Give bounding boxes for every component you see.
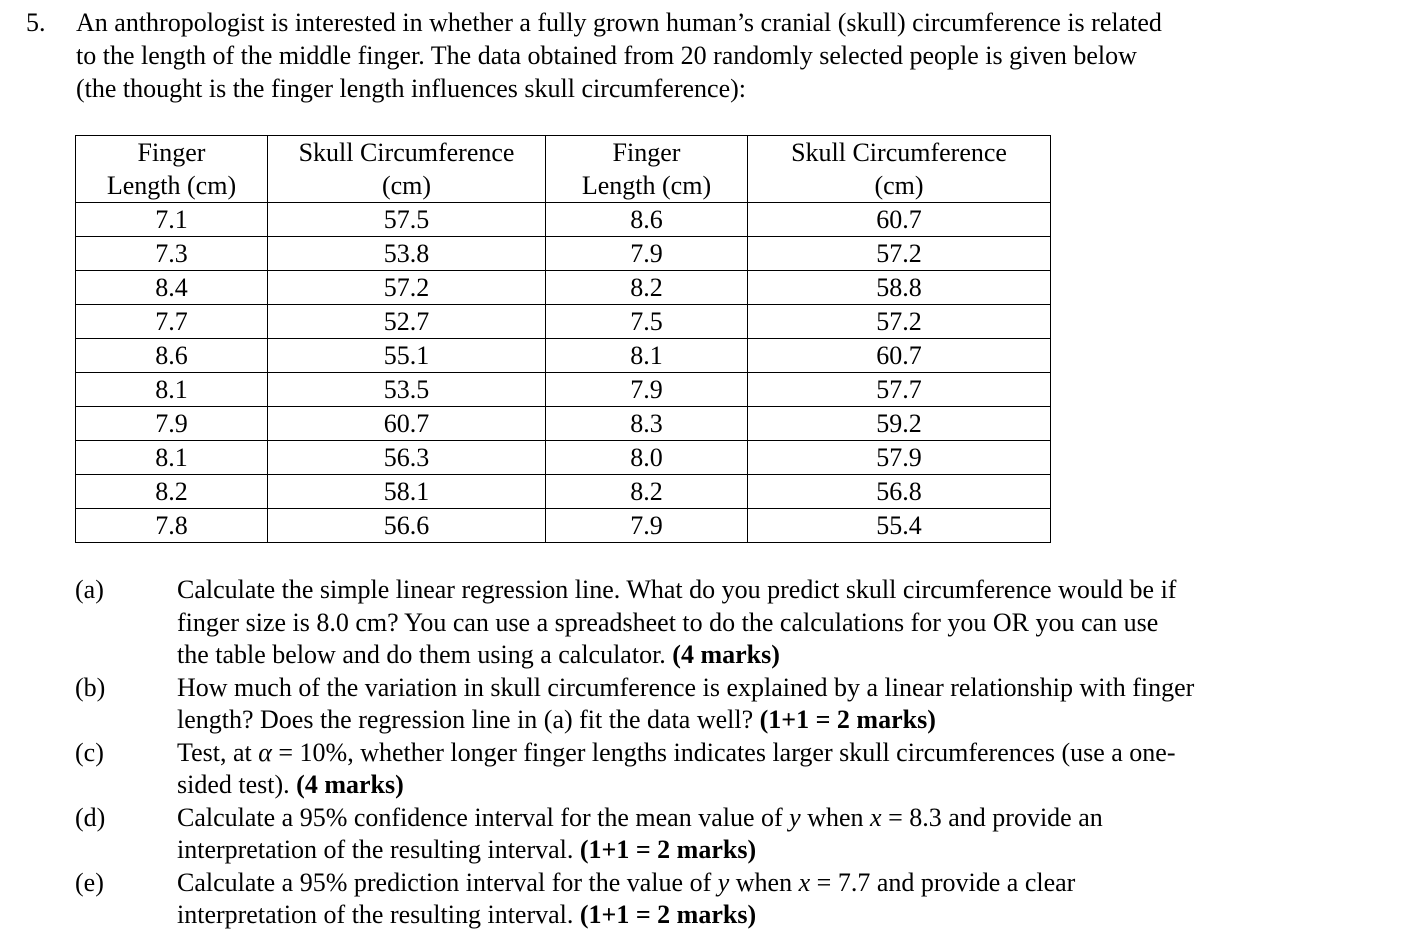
header-line: Length (cm) bbox=[581, 171, 712, 200]
table-row bbox=[76, 441, 1051, 475]
table-cell: 8.0 bbox=[546, 441, 748, 475]
table-cell: 8.2 bbox=[76, 475, 268, 509]
part-e bbox=[0, 867, 1406, 932]
table-cell: 8.4 bbox=[76, 271, 268, 305]
variable-x: x bbox=[870, 802, 882, 832]
part-c bbox=[0, 737, 1406, 802]
part-line bbox=[177, 867, 1392, 900]
table-cell: 53.5 bbox=[268, 373, 546, 407]
table-cell: 55.4 bbox=[748, 509, 1051, 543]
table-cell: 57.5 bbox=[268, 203, 546, 237]
table-cell: 57.9 bbox=[748, 441, 1051, 475]
part-line bbox=[177, 834, 1392, 867]
table-cell: 60.7 bbox=[268, 407, 546, 441]
table-row bbox=[76, 271, 1051, 305]
table-header-row bbox=[76, 136, 1051, 203]
variable-y: y bbox=[717, 867, 730, 897]
table-cell: 7.9 bbox=[546, 373, 748, 407]
header-finger-length-2 bbox=[546, 136, 748, 203]
part-line bbox=[177, 704, 1392, 737]
table-row bbox=[76, 305, 1051, 339]
part-line-text: the table below and do them using a calculator. bbox=[177, 640, 666, 669]
part-line-text: Calculate a 95% prediction interval for the value of bbox=[177, 867, 718, 897]
table-cell: 59.2 bbox=[748, 407, 1051, 441]
question-parts bbox=[0, 574, 1406, 932]
table-cell: 7.5 bbox=[546, 305, 748, 339]
table-cell: 56.8 bbox=[748, 475, 1051, 509]
alpha-symbol: α bbox=[258, 737, 272, 767]
table-cell: 57.2 bbox=[268, 271, 546, 305]
table-cell: 7.1 bbox=[76, 203, 268, 237]
variable-x: x bbox=[798, 867, 811, 897]
table-cell: 8.3 bbox=[546, 407, 748, 441]
part-line bbox=[177, 899, 1392, 932]
question-number: 5. bbox=[26, 8, 46, 37]
part-line bbox=[177, 802, 1392, 835]
table-cell: 7.9 bbox=[546, 237, 748, 271]
table-cell: 7.9 bbox=[76, 407, 268, 441]
header-skull-circumference-1 bbox=[268, 136, 546, 203]
part-d bbox=[0, 802, 1406, 867]
table-cell: 8.1 bbox=[76, 373, 268, 407]
table-cell: 8.6 bbox=[546, 203, 748, 237]
header-line: Skull Circumference bbox=[298, 138, 515, 167]
part-text bbox=[177, 672, 1392, 737]
table-cell: 7.9 bbox=[546, 509, 748, 543]
marks-label: (1+1 = 2 marks) bbox=[579, 835, 757, 864]
table-cell: 56.3 bbox=[268, 441, 546, 475]
header-line: Finger bbox=[612, 138, 681, 167]
part-text bbox=[177, 802, 1392, 867]
table-cell: 58.8 bbox=[748, 271, 1051, 305]
table-cell: 8.2 bbox=[546, 271, 748, 305]
part-line: finger size is 8.0 cm? You can use a spreadsheet to do the calculations for you OR you can use bbox=[177, 607, 1159, 637]
header-skull-circumference-2 bbox=[748, 136, 1051, 203]
table-cell: 60.7 bbox=[748, 203, 1051, 237]
part-line-text: = 10%, whether longer finger lengths indicates larger skull circumferences (use a one- bbox=[271, 737, 1176, 767]
table-cell: 52.7 bbox=[268, 305, 546, 339]
table-row bbox=[76, 407, 1051, 441]
part-line-text: = 7.7 and provide a clear bbox=[810, 867, 1076, 897]
table-cell: 57.7 bbox=[748, 373, 1051, 407]
table-cell: 53.8 bbox=[268, 237, 546, 271]
marks-label: (1+1 = 2 marks) bbox=[759, 705, 936, 734]
part-label: (b) bbox=[75, 672, 106, 702]
part-line bbox=[177, 769, 1392, 802]
part-line-text: interpretation of the resulting interval. bbox=[177, 900, 574, 929]
table-cell: 56.6 bbox=[268, 509, 546, 543]
table-row bbox=[76, 237, 1051, 271]
header-line: Length (cm) bbox=[106, 171, 237, 200]
header-finger-length-1 bbox=[76, 136, 268, 203]
marks-label: (4 marks) bbox=[296, 770, 404, 799]
part-label: (a) bbox=[75, 575, 104, 604]
table-cell: 7.3 bbox=[76, 237, 268, 271]
header-line: (cm) bbox=[874, 171, 924, 200]
table-cell: 57.2 bbox=[748, 305, 1051, 339]
part-line-text: Calculate a 95% confidence interval for the mean value of bbox=[177, 802, 790, 832]
marks-label: (1+1 = 2 marks) bbox=[579, 900, 757, 929]
table-cell: 57.2 bbox=[748, 237, 1051, 271]
table-cell: 55.1 bbox=[268, 339, 546, 373]
part-label: (d) bbox=[75, 802, 106, 832]
variable-y: y bbox=[789, 802, 801, 832]
part-line-text: = 8.3 and provide an bbox=[881, 802, 1103, 832]
table-row bbox=[76, 475, 1051, 509]
header-line: Skull Circumference bbox=[791, 138, 1007, 167]
part-text bbox=[177, 737, 1392, 802]
data-table bbox=[75, 135, 1051, 543]
part-line: Calculate the simple linear regression line. What do you predict skull circumference would be if bbox=[177, 575, 1177, 604]
part-label: (e) bbox=[75, 867, 104, 897]
part-label: (c) bbox=[75, 737, 104, 767]
part-line-text: interpretation of the resulting interval. bbox=[177, 835, 574, 864]
header-line: (cm) bbox=[381, 171, 432, 200]
part-line bbox=[177, 639, 1392, 672]
part-line-text: when bbox=[800, 802, 871, 832]
part-line-text: length? Does the regression line in (a) fit the data well? bbox=[177, 705, 754, 734]
table-row bbox=[76, 509, 1051, 543]
intro-line: to the length of the middle finger. The data obtained from 20 randomly selected people is given below bbox=[76, 41, 1137, 70]
part-line-text: sided test). bbox=[177, 770, 290, 799]
header-line: Finger bbox=[137, 138, 206, 167]
table-cell: 8.2 bbox=[546, 475, 748, 509]
part-text bbox=[177, 574, 1392, 672]
table-cell: 7.7 bbox=[76, 305, 268, 339]
question-intro bbox=[76, 6, 1376, 105]
part-line-text: when bbox=[729, 867, 799, 897]
part-b bbox=[0, 672, 1406, 737]
intro-line: (the thought is the finger length influences skull circumference): bbox=[76, 74, 746, 103]
table-cell: 58.1 bbox=[268, 475, 546, 509]
part-line: How much of the variation in skull circumference is explained by a linear relationship with finger bbox=[177, 672, 1195, 702]
part-a bbox=[0, 574, 1406, 672]
table-cell: 8.6 bbox=[76, 339, 268, 373]
table-row bbox=[76, 203, 1051, 237]
part-text bbox=[177, 867, 1392, 932]
table-cell: 8.1 bbox=[76, 441, 268, 475]
table-cell: 60.7 bbox=[748, 339, 1051, 373]
part-line bbox=[177, 737, 1392, 770]
table-cell: 8.1 bbox=[546, 339, 748, 373]
part-line-text: Test, at bbox=[177, 737, 259, 767]
table-row bbox=[76, 373, 1051, 407]
marks-label: (4 marks) bbox=[672, 640, 780, 669]
table-cell: 7.8 bbox=[76, 509, 268, 543]
table-row bbox=[76, 339, 1051, 373]
intro-line: An anthropologist is interested in whether a fully grown human’s cranial (skull) circumference is related bbox=[76, 8, 1162, 37]
